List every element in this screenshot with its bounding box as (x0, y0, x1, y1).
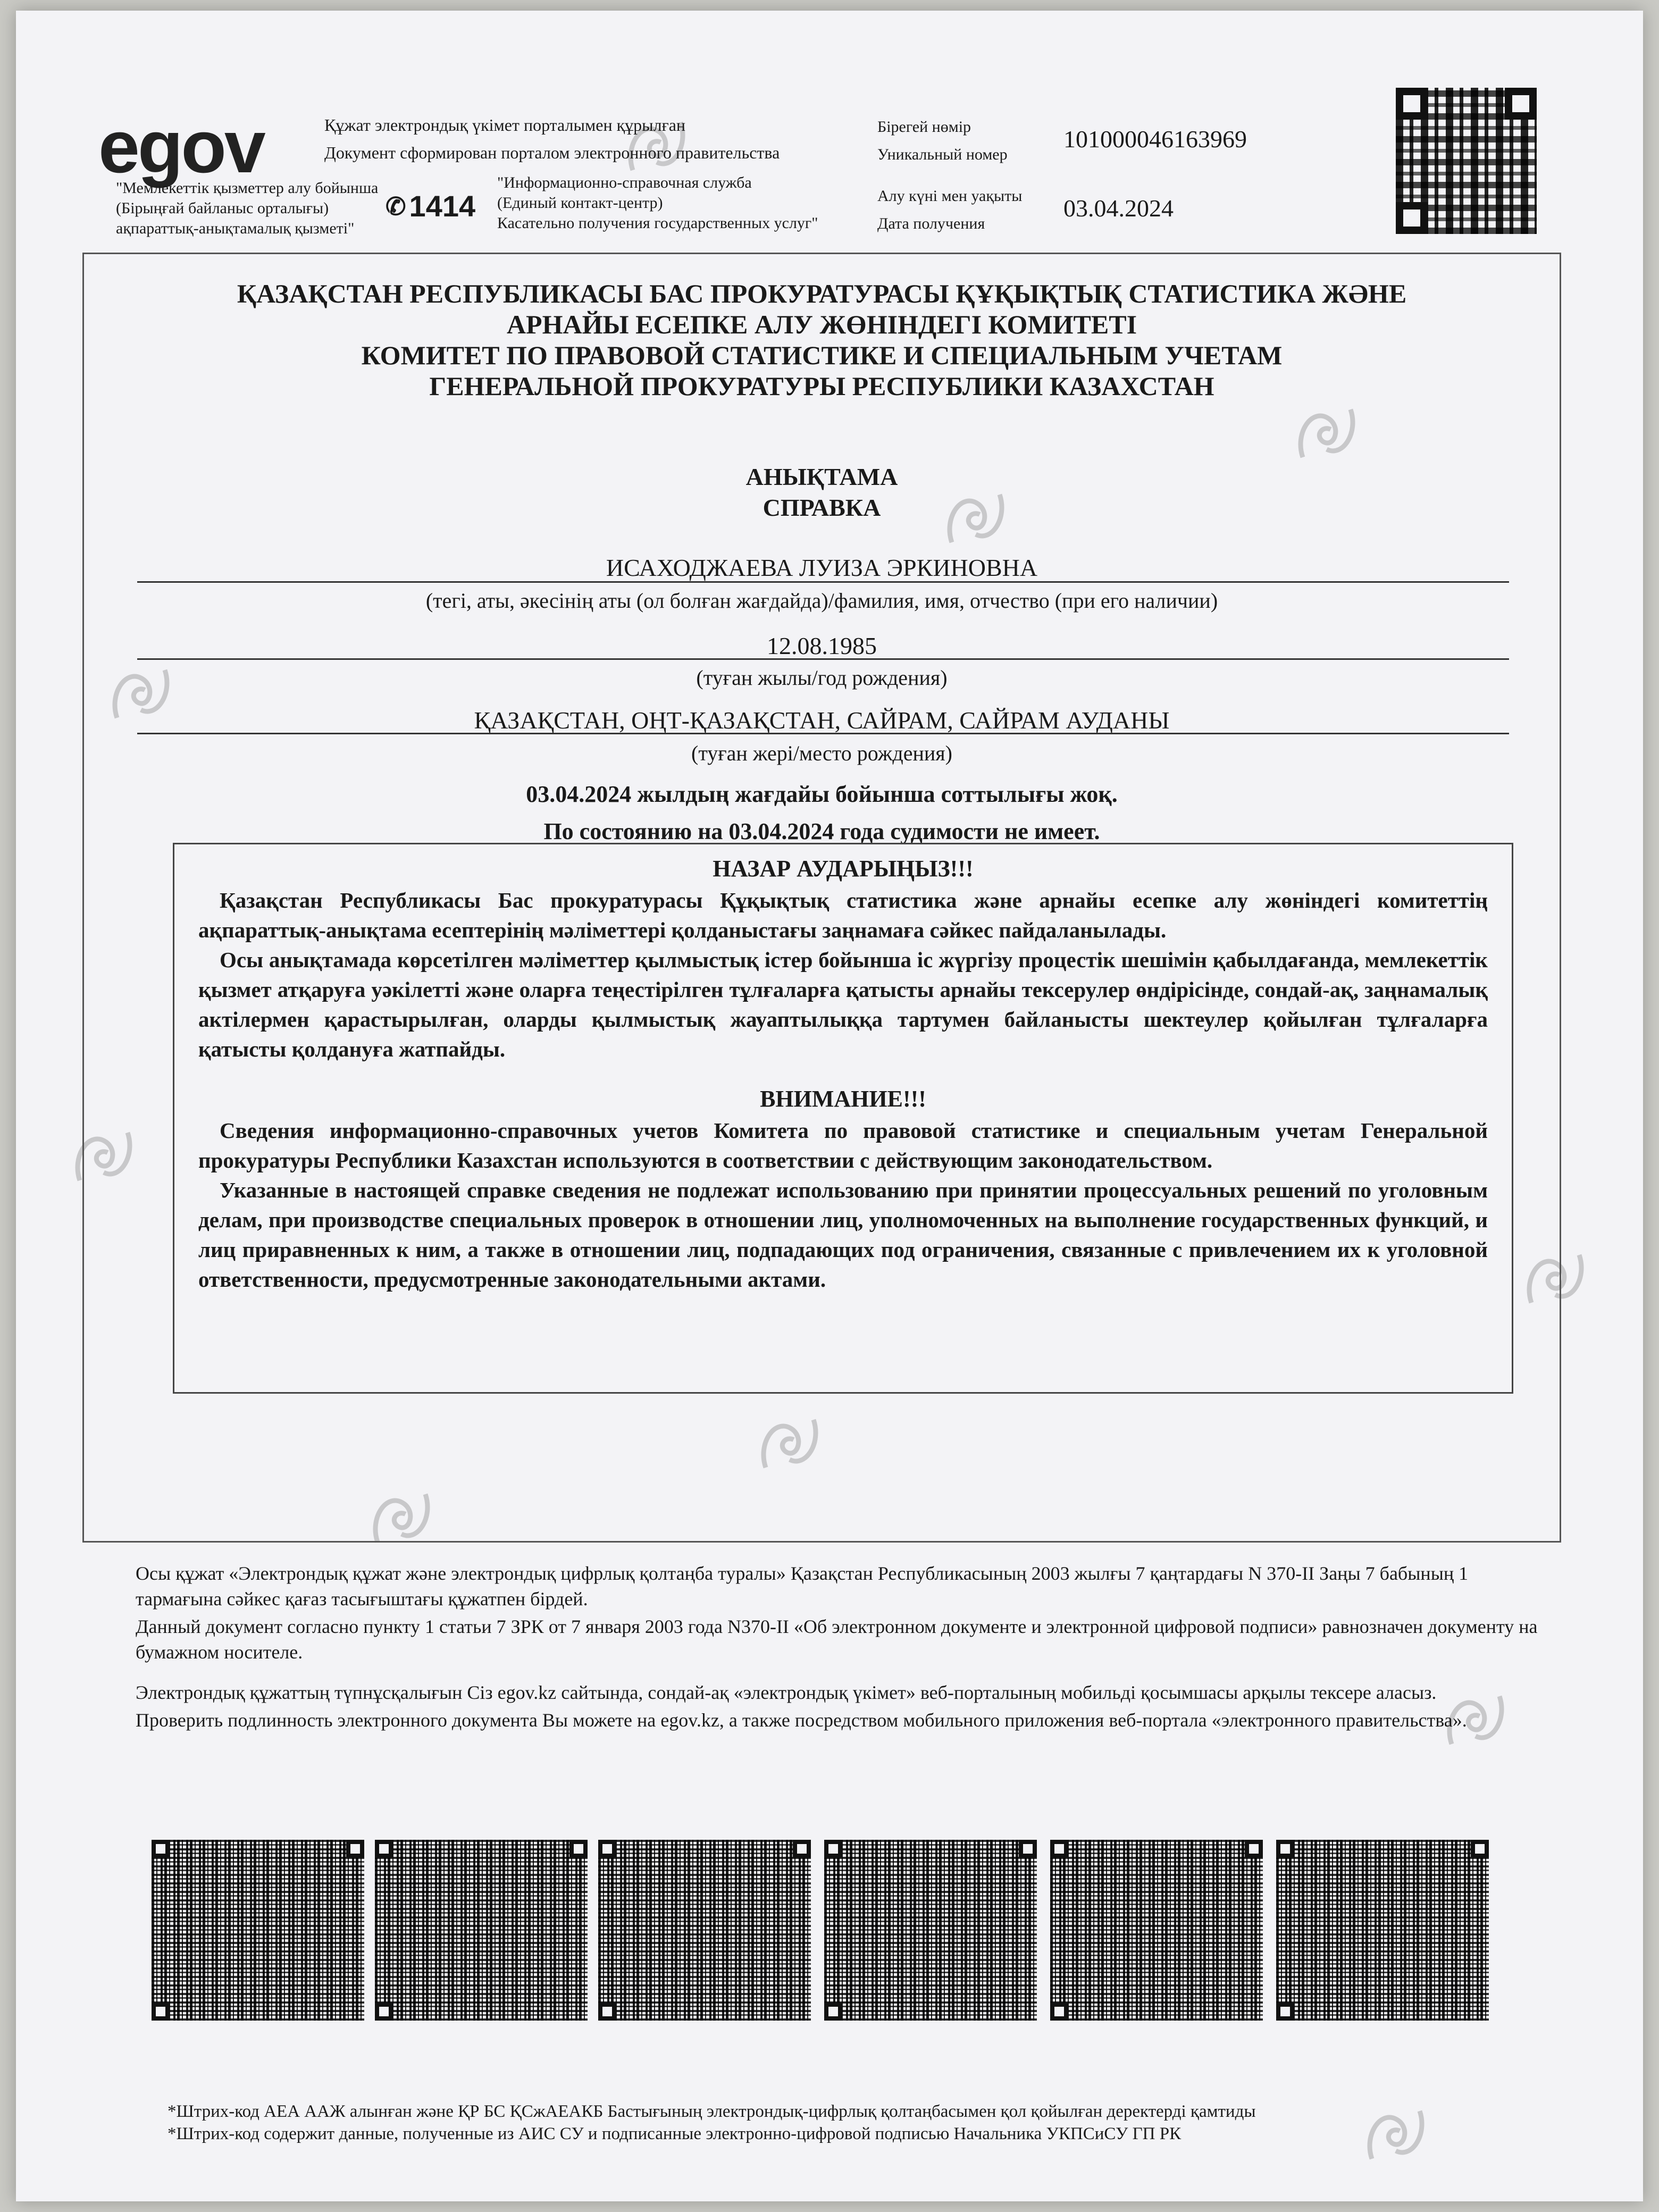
center-ru-line: (Единый контакт-центр) (497, 194, 663, 212)
date-label-ru: Дата получения (877, 215, 985, 232)
portal-ru: Документ сформирован порталом электронного правительства (324, 143, 780, 162)
notice-box (173, 843, 1513, 1394)
barcode-note-ru: *Штрих-код содержит данные, полученные из АИС СУ и подписанные электронно-цифровой подписью Начальника УКПСиСУ ГП РК (167, 2124, 1182, 2143)
birth-place-caption: (туған жері/место рождения) (691, 741, 952, 765)
unique-number: 101000046163969 (1063, 125, 1247, 153)
authority-line: ГЕНЕРАЛЬНОЙ ПРОКУРАТУРЫ РЕСПУБЛИКИ КАЗАХСТАН (429, 371, 1214, 401)
barcode-note-kz: *Штрих-код АЕА ААЖ алынған және ҚР БС ҚСжАЕАКБ Бастығының электрондық-цифрлық қолтаңбасымен қол қойылған деректерді қамтиды (167, 2102, 1256, 2121)
birth-date-underline (137, 658, 1509, 660)
contact-center-kz (116, 178, 387, 239)
birth-place: ҚАЗАҚСТАН, ОҢТ-ҚАЗАҚСТАН, САЙРАМ, САЙРАМ АУДАНЫ (474, 707, 1170, 734)
birth-date-caption: (туған жылы/год рождения) (696, 666, 948, 690)
unique-label-ru: Уникальный номер (877, 146, 1008, 163)
status-kz: 03.04.2024 жылдың жағдайы бойынша соттылығы жоқ. (526, 781, 1118, 807)
qr-code-icon (1396, 88, 1537, 234)
unique-label-kz: Бірегей нөмір (877, 118, 971, 136)
barcode-block-icon (375, 1840, 588, 2021)
portal-kz: Құжат электрондық үкімет порталымен құрылған (324, 115, 686, 135)
full-name: ИСАХОДЖАЕВА ЛУИЗА ЭРКИНОВНА (606, 554, 1038, 581)
barcode-block-icon (1050, 1840, 1263, 2021)
full-name-underline (137, 581, 1509, 583)
title-ru: СПРАВКА (763, 494, 881, 521)
notice-para-kz-2: Осы анықтамада көрсетілген мәліметтер қылмыстық істер бойынша іс жүргізу процестік шешімін қабылдағанда, мемлекеттік қызмет атқаруға уәкілетті және оларға теңестірілген тұлғаларға қатысты арнайы тексерулер өндірісінде, сондай-ақ, заңнамалық актілермен қарастырылған, оларды қылмыстық жауаптылыққа тартумен байланысты шектеулер қойылған тұлғаларға қатысты қолдануға жатпайды. (198, 948, 1488, 1061)
date-labels (877, 186, 1022, 234)
authority-header (84, 278, 1560, 401)
barcode-block-icon (598, 1840, 811, 2021)
full-name-caption: (тегі, аты, әкесінің аты (ол болған жағдайда)/фамилия, имя, отчество (при его наличии) (425, 589, 1218, 613)
notice-content (198, 855, 1488, 1294)
center-ru-line: Касательно получения государственных услуг" (497, 214, 818, 232)
date-label-kz: Алу күні мен уақыты (877, 187, 1023, 205)
birth-date: 12.08.1985 (767, 632, 877, 659)
date-value: 03.04.2024 (1063, 195, 1174, 222)
footer-legal (136, 1561, 1539, 1733)
legal-kz: Осы құжат «Электрондық құжат және электрондық цифрлық қолтаңба туралы» Қазақстан Республикасының 2003 жылғы 7 қаңтардағы N 370-II Заңы 7 бабының 1 тармағына сәйкес қағаз тасығыштағы құжатпен бірдей. (136, 1563, 1469, 1610)
center-kz-line: ақпараттық-анықтамалық қызметі" (116, 220, 355, 237)
center-kz-line: "Мемлекеттік қызметтер алу бойынша (116, 179, 379, 197)
barcode-block-icon (824, 1840, 1037, 2021)
header-portal-text (324, 114, 856, 163)
title-kz: АНЫҚТАМА (745, 463, 898, 490)
contact-center-ru (497, 173, 880, 233)
legal-ru: Данный документ согласно пункту 1 статьи 7 ЗРК от 7 января 2003 года N370-II «Об электронном документе и электронной цифровой подписи» равнозначен документу на бумажном носителе. (136, 1616, 1538, 1663)
barcode-block-icon (152, 1840, 364, 2021)
notice-title-ru: ВНИМАНИЕ!!! (760, 1086, 926, 1112)
phone-icon: ✆ (386, 192, 406, 220)
phone-1414 (386, 189, 475, 223)
barcode-notes (167, 2100, 1550, 2145)
authority-line: КОМИТЕТ ПО ПРАВОВОЙ СТАТИСТИКЕ И СПЕЦИАЛЬНЫМ УЧЕТАМ (361, 340, 1283, 370)
authority-line: ҚАЗАҚСТАН РЕСПУБЛИКАСЫ БАС ПРОКУРАТУРАСЫ ҚҰҚЫҚТЫҚ СТАТИСТИКА ЖӘНЕ (237, 279, 1407, 308)
notice-title-kz: НАЗАР АУДАРЫҢЫЗ!!! (713, 856, 974, 882)
unique-number-labels (877, 117, 1008, 165)
authority-line: АРНАЙЫ ЕСЕПКЕ АЛУ ЖӨНІНДЕГІ КОМИТЕТІ (506, 309, 1137, 339)
status-ru: По состоянию на 03.04.2024 года судимости не имеет. (543, 818, 1100, 844)
center-ru-line: "Информационно-справочная служба (497, 174, 752, 191)
verify-ru: Проверить подлинность электронного документа Вы можете на egov.kz, а также посредством мобильного приложения веб-портала «электронного правительства». (136, 1710, 1467, 1731)
document-title (84, 462, 1560, 523)
egov-logo: egov (98, 105, 264, 188)
birth-place-underline (137, 733, 1509, 734)
phone-number: 1414 (409, 189, 476, 223)
barcode-block-icon (1276, 1840, 1489, 2021)
notice-para-kz-1: Қазақстан Республикасы Бас прокуратурасы Құқықтық статистика және арнайы есепке алу жөніндегі комитеттің ақпараттық-анықтама есептерінің мәліметтері қолданыстағы заңнамаға сәйкес пайдаланылады. (198, 888, 1488, 942)
notice-para-ru-2: Указанные в настоящей справке сведения не подлежат использованию при принятии процессуальных решений по уголовным делам, при производстве специальных проверок в отношении лиц, уполномоченных на выполнение государственных функций, и лиц приравненных к ним, а также в отношении лиц, подпадающих под ограничения, связанные с привлечением их к уголовной ответственности, предусмотренные законодательными актами. (198, 1178, 1488, 1292)
verify-kz: Электрондық құжаттың түпнұсқалығын Сіз egov.kz сайтында, сондай-ақ «электрондық үкімет» веб-порталының мобильді қосымшасы арқылы тексере аласыз. (136, 1682, 1437, 1703)
center-kz-line: (Бірыңғай байланыс орталығы) (116, 199, 329, 217)
notice-para-ru-1: Сведения информационно-справочных учетов Комитета по правовой статистике и специальным учетам Генеральной прокуратуры Республики Казахстан используются в соответствии с действующим законодательством. (198, 1118, 1488, 1172)
